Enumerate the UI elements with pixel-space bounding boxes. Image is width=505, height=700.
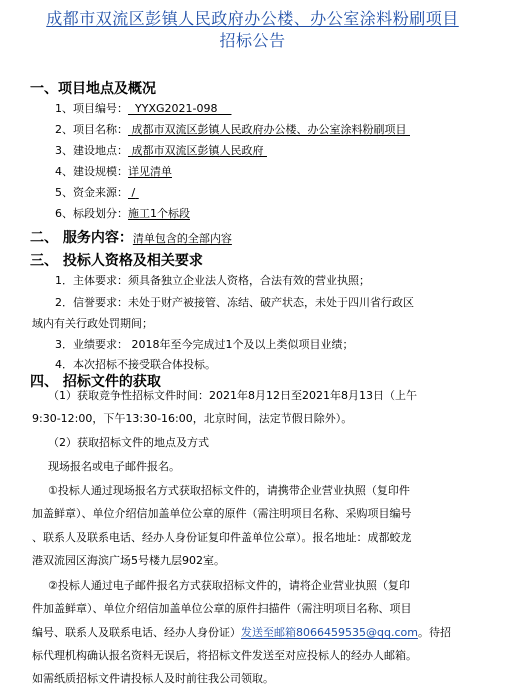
item-value: / — [131, 186, 136, 199]
item-value: 施工1个标段 — [128, 207, 190, 220]
req-performance: 3．业绩要求： 2018年至今完成过1个及以上类似项目业绩； — [55, 338, 354, 351]
email-link[interactable]: 发送至邮箱8066459535@qq.com — [241, 626, 418, 639]
item-value: YYXG2021-098 — [135, 102, 218, 115]
onsite-line2: 加盖鲜章）、单位介绍信加盖单位公章的原件（需注明项目名称、采购项目编号 — [32, 507, 412, 520]
item-value: 详见清单 — [128, 165, 172, 178]
item-lots — [55, 206, 190, 222]
item-location — [55, 143, 267, 159]
item-project-name — [55, 122, 410, 138]
title-line-1: 成都市双流区彭镇人民政府办公楼、办公室涂料粉刷项目 — [46, 9, 459, 28]
item-label: 4、建设规模： — [55, 165, 128, 178]
item-label: 1、项目编号： — [55, 102, 128, 115]
email-line4: 标代理机构确认报名资料无误后，将招标文件发送至对应投标人的经办人邮箱。 — [32, 649, 417, 662]
email-line3 — [32, 622, 451, 644]
req-subject: 1．主体要求：须具备独立企业法人资格，合法有效的营业执照； — [55, 274, 370, 287]
section-2-heading: 二、 服务内容： — [30, 230, 133, 246]
item-label: 2、项目名称： — [55, 123, 128, 136]
section-2 — [30, 229, 232, 248]
email-line5: 如需纸质招标文件请投标人及时前往我公司领取。 — [32, 672, 274, 685]
section-1-heading: 一、项目地点及概况 — [30, 81, 156, 97]
section-4-heading: 四、 招标文件的获取 — [30, 374, 161, 390]
acquire-method: 现场报名或电子邮件报名。 — [48, 460, 180, 473]
email-line1: ②投标人通过电子邮件报名方式获取招标文件的，请将企业营业执照（复印 — [48, 579, 410, 592]
req-credit-line2: 域内有关行政处罚期间； — [32, 317, 153, 330]
title-line-2: 招标公告 — [219, 31, 286, 50]
email-line3-tail: 。待招 — [417, 626, 451, 639]
document-title — [0, 8, 505, 52]
item-label: 6、标段划分： — [55, 207, 128, 220]
acquire-time-line1: （1）获取竞争性招标文件时间：2021年8月12日至2021年8月13日（上午 — [48, 389, 417, 402]
item-label: 3、建设地点： — [55, 144, 128, 157]
item-project-number — [55, 101, 231, 117]
acquire-place-heading: （2）获取招标文件的地点及方式 — [48, 436, 209, 449]
onsite-line3: 、联系人及联系电话、经办人身份证复印件盖单位公章）。报名地址：成都蛟龙 — [32, 531, 412, 544]
onsite-line4: 港双流园区海滨广场5号楼九层902室。 — [32, 554, 225, 567]
req-credit-line1: 2．信誉要求：未处于财产被接管、冻结、破产状态，未处于四川省行政区 — [55, 296, 414, 309]
onsite-line1: ①投标人通过现场报名方式获取招标文件的，请携带企业营业执照（复印件 — [48, 484, 410, 497]
acquire-time-line2: 9:30-12:00，下午13:30-16:00，北京时间，法定节假日除外）。 — [32, 412, 353, 425]
email-line3-text: 编号、联系人及联系电话、经办人身份证） — [32, 626, 241, 639]
section-3-heading: 三、 投标人资格及相关要求 — [30, 253, 203, 269]
item-value: 成都市双流区彭镇人民政府 — [131, 144, 264, 157]
item-label: 5、资金来源： — [55, 186, 128, 199]
item-funding — [55, 185, 139, 201]
item-value: 成都市双流区彭镇人民政府办公楼、办公室涂料粉刷项目 — [131, 123, 407, 136]
item-scale — [55, 164, 172, 180]
service-content-value: 清单包含的全部内容 — [132, 232, 232, 245]
email-line2: 件加盖鲜章）、单位介绍信加盖单位公章的原件扫描件（需注明项目名称、项目 — [32, 602, 412, 615]
req-no-consortium: 4．本次招标不接受联合体投标。 — [55, 358, 216, 371]
